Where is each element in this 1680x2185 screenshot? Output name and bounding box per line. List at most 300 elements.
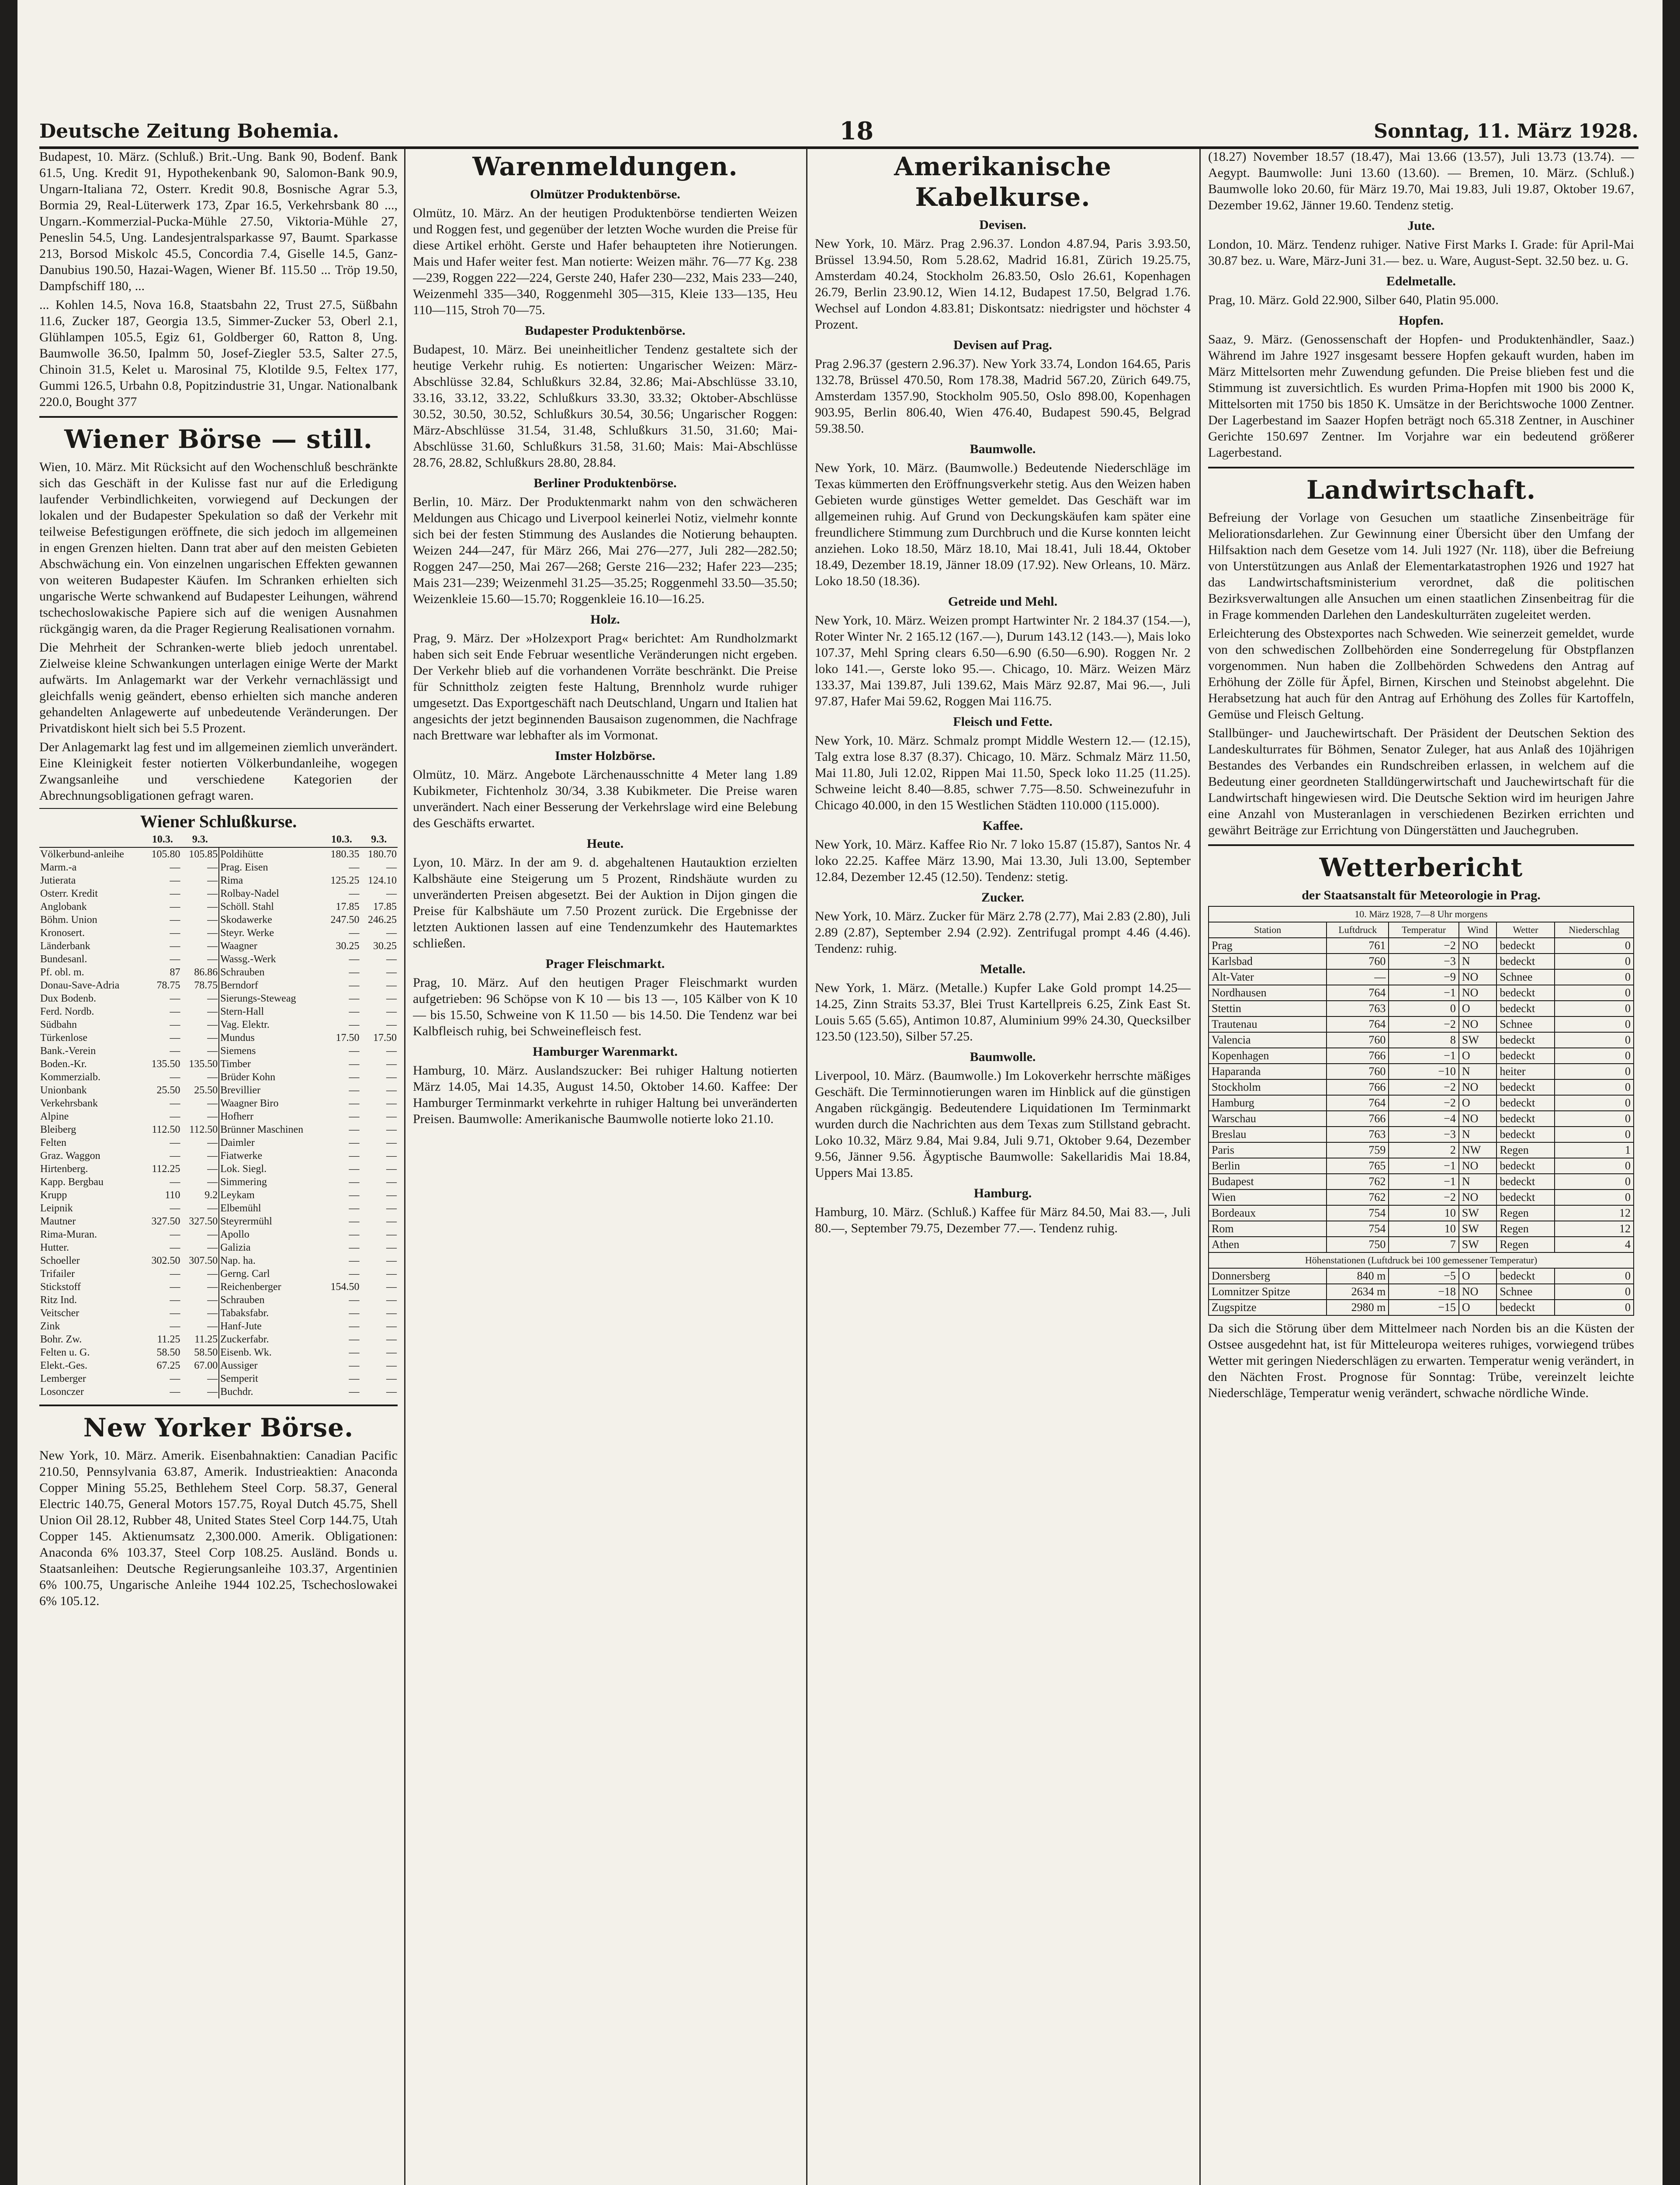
- table-row: [1209, 1300, 1634, 1315]
- table-cell: —: [349, 1360, 360, 1371]
- table-cell: 0: [1555, 1016, 1634, 1032]
- table-cell: Boden.-Kr.: [40, 1058, 87, 1070]
- table-cell: 105.85: [181, 847, 219, 861]
- table-cell: 112.50: [181, 1123, 219, 1136]
- table-cell: —: [349, 927, 360, 939]
- table-row: [1209, 954, 1634, 969]
- table-cell: —: [386, 1006, 397, 1017]
- weather-head-cell: Temperatur: [1389, 922, 1458, 938]
- table-cell: 4: [1555, 1237, 1634, 1252]
- weather-head-cell: Station: [1209, 922, 1327, 938]
- table-cell: 760: [1327, 1064, 1389, 1079]
- table-cell: —: [181, 1149, 219, 1162]
- table-cell: Budapest: [1209, 1174, 1327, 1190]
- table-cell: Felten u. G.: [40, 1347, 90, 1358]
- table-cell: Unionbank: [40, 1085, 87, 1096]
- weather-mountain-heading: Höhenstationen (Luftdruck bei 100 gemessener Temperatur): [1209, 1252, 1634, 1268]
- table-cell: —: [170, 1072, 180, 1083]
- table-cell: 0: [1555, 1284, 1634, 1300]
- table-cell: 110: [165, 1190, 180, 1201]
- table-cell: Krupp: [40, 1190, 67, 1201]
- table-cell: bedeckt: [1496, 1190, 1554, 1205]
- table-cell: —: [181, 1385, 219, 1398]
- table-cell: Galizia: [220, 1242, 251, 1253]
- landwirtschaft-title: Landwirtschaft.: [1306, 475, 1536, 505]
- article-body: New York, 10. März. Prag 2.96.37. London 4.87.94, Paris 3.93.50, Brüssel 13.94.50, Rom 5.28.62, Madrid 16.81, Zürich 19.25.75, Amsterdam 40.24, Stockholm 26.83.50, Oslo 26.61, Kopenhagen 26.79, Berlin 23.90.12, Wien 14.12, Budapest 17.50, Belgrad 1.76. Wechsel auf London 4.83.81; Diskontsatz: niedrigster und höchster 4 Prozent.: [815, 236, 1191, 332]
- table-cell: 0: [1389, 1001, 1458, 1016]
- table-cell: Felten: [40, 1137, 66, 1148]
- table-cell: −2: [1389, 938, 1458, 954]
- table-cell: 764: [1327, 985, 1389, 1001]
- table-cell: —: [170, 1242, 180, 1253]
- table-row: [39, 1097, 398, 1110]
- divider: [39, 416, 398, 418]
- table-row: [39, 979, 398, 992]
- table-cell: —: [170, 1098, 180, 1109]
- table-cell: Zugspitze: [1209, 1300, 1327, 1315]
- column-4: [1208, 149, 1634, 2185]
- table-cell: Kapp. Bergbau: [40, 1176, 104, 1188]
- table-cell: 0: [1555, 969, 1634, 985]
- wiener-boerse-paragraph: Die Mehrheit der Schranken-werte blieb jedoch unrentabel. Zielweise kleine Schwankungen unterlagen einige Werte der Markt aufwärts. Im Anlagemarkt war der Verkehr vernachlässigt und gleichfalls wenig geändert, ebenso erhielten sich manche anderen gehandelten Anlagewerte auf unbedeutende Veränderungen. Der Privatdiskont hielt sich bei 5.5 Prozent.: [39, 640, 398, 735]
- column-2: [413, 149, 797, 2185]
- jute-heading: Jute.: [1407, 218, 1435, 233]
- new-yorker-boerse-paragraph: New York, 10. März. Amerik. Eisenbahnaktien: Canadian Pacific 210.50, Pennsylvania 63.87, Amerik. Industrieaktien: Anaconda Copper Mining 55.25, Bethlehem Steel Corp. 58.37, General Electric 140.75, General Motors 157.75, Royal Dutch 45.75, Shell Union Oil 28.12, Rubber 48, United States Steel Corp 144.75, Utah Copper 145. Aktienumsatz 2,300.000. Amerik. Obligationen: Anaconda 6% 103.37, Steel Corp 108.25. Ausländ. Bonds u. Staatsanleihen: Deutsche Regierungsanleihe 103.37, Argentinien 6% 100.75, Ungarische Anleihe 1944 102.25, Tschechoslowakei 6% 105.12.: [39, 1448, 398, 1608]
- divider: [1208, 467, 1634, 468]
- table-cell: Mundus: [220, 1032, 255, 1044]
- table-cell: —: [170, 1321, 180, 1332]
- table-cell: Bundesanl.: [40, 954, 87, 965]
- table-cell: —: [181, 1176, 219, 1189]
- table-cell: 12: [1555, 1205, 1634, 1221]
- article-body: Hamburg, 10. März. (Schluß.) Kaffee für März 84.50, Mai 83.—, Juli 80.—, September 79.75, Dezember 77.—. Tendenz ruhig.: [815, 1205, 1191, 1235]
- table-cell: 2634 m: [1327, 1284, 1389, 1300]
- table-cell: Kommerzialb.: [40, 1072, 100, 1083]
- table-cell: Aussiger: [220, 1360, 258, 1371]
- table-cell: 761: [1327, 938, 1389, 954]
- table-cell: 112.25: [152, 1163, 180, 1175]
- table-row: [1209, 1174, 1634, 1190]
- table-cell: Haparanda: [1209, 1064, 1327, 1079]
- table-cell: bedeckt: [1496, 938, 1554, 954]
- table-cell: Wien: [1209, 1190, 1327, 1205]
- table-cell: Dux Bodenb.: [40, 993, 96, 1004]
- table-row: [39, 1189, 398, 1202]
- table-cell: —: [170, 1373, 180, 1384]
- table-cell: bedeckt: [1496, 1158, 1554, 1174]
- table-cell: —: [181, 1136, 219, 1149]
- table-cell: —: [181, 926, 219, 940]
- new-yorker-boerse-title: New Yorker Börse.: [83, 1413, 354, 1443]
- table-cell: Stickstoff: [40, 1281, 81, 1293]
- article-body: Prag 2.96.37 (gestern 2.96.37). New York 33.74, London 164.65, Paris 132.78, Brüssel 470.50, Rom 178.38, Madrid 567.20, Zürich 649.75, Amsterdam 1357.90, Stockholm 905.50, Oslo 898.00, Kopenhagen 903.95, Berlin 806.40, Wien 476.40, Budapest 590.45, Belgrad 59.38.50.: [815, 357, 1191, 436]
- table-cell: −9: [1389, 969, 1458, 985]
- table-cell: Steyr. Werke: [220, 927, 274, 939]
- table-cell: 327.50: [181, 1215, 219, 1228]
- header-paper-name: Deutsche Zeitung Bohemia.: [39, 120, 339, 142]
- table-cell: bedeckt: [1496, 1127, 1554, 1142]
- table-cell: —: [349, 1111, 360, 1122]
- table-cell: Timber: [220, 1058, 251, 1070]
- table-cell: Lemberger: [40, 1373, 86, 1384]
- table-cell: Waagner Biro: [220, 1098, 279, 1109]
- table-cell: −4: [1389, 1111, 1458, 1127]
- table-cell: —: [349, 993, 360, 1004]
- table-cell: —: [349, 1163, 360, 1175]
- table-cell: 0: [1555, 1111, 1634, 1127]
- table-cell: —: [386, 1203, 397, 1214]
- table-row: [39, 1110, 398, 1123]
- table-row: [39, 913, 398, 926]
- table-cell: Veitscher: [40, 1308, 80, 1319]
- table-cell: —: [349, 1137, 360, 1148]
- table-cell: bedeckt: [1496, 985, 1554, 1001]
- article-body: Olmütz, 10. März. An der heutigen Produktenbörse tendierten Weizen und Roggen fest, und gegenüber der letzten Woche wurden die Preise für diese Artikel erhöht. Gerste und Hafer behaupteten ihre Notierungen. Mais und Hafer weiter fest. Man notierte: Weizen mähr. 76—77 Kg. 238—239, Roggen 222—224, Gerste 240, Hafer 230—232, Mais 233—240, Weizenmehl 335—340, Roggenmehl 305—315, Kleie 133—135, Heu 110—115, Stroh 70—75.: [413, 206, 797, 317]
- table-cell: 0: [1555, 1300, 1634, 1315]
- table-cell: —: [170, 1294, 180, 1306]
- table-cell: Schnee: [1496, 1284, 1554, 1300]
- table-cell: —: [181, 940, 219, 953]
- table-cell: Donnersberg: [1209, 1268, 1327, 1284]
- table-row: [1209, 1079, 1634, 1095]
- table-row: [1209, 1221, 1634, 1237]
- table-row: [39, 1215, 398, 1228]
- table-cell: Prag. Eisen: [220, 862, 268, 873]
- table-cell: Trifailer: [40, 1268, 75, 1280]
- table-cell: NO: [1459, 985, 1496, 1001]
- table-cell: 1: [1555, 1142, 1634, 1158]
- article-heading: Hamburg.: [973, 1186, 1032, 1200]
- table-row: [39, 966, 398, 979]
- table-row: [39, 874, 398, 887]
- table-cell: Semperit: [220, 1373, 258, 1384]
- table-cell: —: [170, 993, 180, 1004]
- table-row: [39, 1005, 398, 1018]
- table-cell: 766: [1327, 1079, 1389, 1095]
- table-cell: 0: [1555, 1158, 1634, 1174]
- table-cell: −1: [1389, 1048, 1458, 1064]
- table-cell: —: [386, 1058, 397, 1070]
- table-cell: Verkehrsbank: [40, 1098, 98, 1109]
- article-heading: Prager Fleischmarkt.: [545, 957, 665, 971]
- table-cell: 750: [1327, 1237, 1389, 1252]
- table-cell: —: [170, 901, 180, 912]
- table-cell: —: [386, 1229, 397, 1240]
- table-row: [39, 887, 398, 900]
- table-row: [39, 1346, 398, 1359]
- hopfen-heading: Hopfen.: [1399, 313, 1444, 328]
- table-cell: NO: [1459, 938, 1496, 954]
- table-row: [39, 1071, 398, 1084]
- table-cell: Warschau: [1209, 1111, 1327, 1127]
- table-cell: —: [181, 1031, 219, 1044]
- table-row: [39, 1385, 398, 1398]
- table-cell: 766: [1327, 1048, 1389, 1064]
- table-cell: —: [386, 1360, 397, 1371]
- table-row: [39, 1202, 398, 1215]
- table-cell: 763: [1327, 1001, 1389, 1016]
- table-cell: —: [386, 1137, 397, 1148]
- table-cell: —: [181, 861, 219, 874]
- table-row: [39, 1280, 398, 1294]
- table-cell: —: [349, 1150, 360, 1162]
- article-body: New York, 10. März. Schmalz prompt Middle Western 12.— (12.15), Talg extra lose 8.37 (8.37). Chicago, 10. März. Schmalz März 11.50, Mai 11.80, Juli 12.02, Rippen Mai 11.50, Speck loko 11.25 (11.25). Schweine leicht 8.40—8.85, schwer 7.75—8.50. Schweinezufuhr in Chicago 40.000, in den 15 Westlichen Städten 110.000 (115.000).: [815, 733, 1191, 812]
- table-cell: —: [349, 1019, 360, 1030]
- weather-head-cell: Wetter: [1496, 922, 1554, 938]
- table-cell: −10: [1389, 1064, 1458, 1079]
- table-row: [1209, 1158, 1634, 1174]
- table-cell: 12: [1555, 1221, 1634, 1237]
- table-row: [39, 1307, 398, 1320]
- table-cell: 7: [1389, 1237, 1458, 1252]
- table-cell: —: [181, 1267, 219, 1280]
- table-cell: —: [349, 1006, 360, 1017]
- table-cell: —: [349, 1229, 360, 1240]
- table-row: [1209, 985, 1634, 1001]
- table-cell: —: [181, 1307, 219, 1320]
- table-cell: −3: [1389, 954, 1458, 969]
- table-cell: Brevillier: [220, 1085, 261, 1096]
- header-date: Sonntag, 11. März 1928.: [1374, 120, 1638, 142]
- table-cell: —: [181, 1241, 219, 1254]
- table-cell: 763: [1327, 1127, 1389, 1142]
- table-cell: NO: [1459, 1190, 1496, 1205]
- divider: [39, 808, 398, 809]
- table-cell: 760: [1327, 954, 1389, 969]
- table-cell: Leykam: [220, 1190, 255, 1201]
- table-cell: —: [181, 1294, 219, 1307]
- table-cell: bedeckt: [1496, 1300, 1554, 1315]
- table-cell: —: [386, 1308, 397, 1319]
- table-cell: Daimler: [220, 1137, 255, 1148]
- table-cell: —: [170, 1111, 180, 1122]
- table-cell: —: [349, 1321, 360, 1332]
- table-row: [39, 940, 398, 953]
- table-row: [1209, 969, 1634, 985]
- article-body: New York, 10. März. Zucker für März 2.78 (2.77), Mai 2.83 (2.80), Juli 2.89 (2.87), September 2.94 (2.92). Zentrifugal prompt 4.46 (4.46). Tendenz: ruhig.: [815, 909, 1191, 956]
- table-cell: Rolbay-Nadel: [220, 888, 279, 899]
- table-cell: Bordeaux: [1209, 1205, 1327, 1221]
- table-row: [39, 1241, 398, 1254]
- table-cell: Tabaksfabr.: [220, 1308, 269, 1319]
- table-cell: Schnee: [1496, 969, 1554, 985]
- article-body: New York, 10. März. (Baumwolle.) Bedeutende Niederschläge im Texas kümmerten den Eröffnungsverkehr stetig. Aus den Weizen haben Gebieten wurde günstiges Wetter gemeldet. Das Geschäft war im allgemeinen ruhig. Auf Grund von Deckungskäufen kam später eine freundlichere Stimmung zum Durchbruch und die Kurse konnten leicht anziehen. Loko 18.50, März 18.10, Mai 18.41, Juli 18.44, Oktober 18.49, Dezember 18.19, Jänner 18.09 (17.92). New Orleans, 10. März. Loko 18.50 (18.36).: [815, 461, 1191, 588]
- article-heading: Olmützer Produktenbörse.: [530, 187, 680, 201]
- wetterbericht-subtitle: der Staatsanstalt für Meteorologie in Prag.: [1302, 888, 1541, 902]
- table-cell: Rom: [1209, 1221, 1327, 1237]
- table-cell: Brünner Maschinen: [220, 1124, 304, 1135]
- table-cell: 17.50: [373, 1032, 397, 1044]
- table-cell: Buchdr.: [220, 1386, 253, 1398]
- table-cell: 58.50: [156, 1347, 180, 1358]
- table-cell: —: [386, 1216, 397, 1227]
- landwirtschaft-paragraph: Erleichterung des Obstexportes nach Schweden. Wie seinerzeit gemeldet, wurde von den schwedischen Zollbehörden eine Sonderregelung für Obstpflanzen vorgenommen. Nun haben die Zollbehörden Schwedens den Antrag auf Erhöhung der Zölle für Äpfel, Birnen, Kirschen und Steinobst abgelehnt. Die Herabsetzung hat auch für den Antrag auf Erhöhung des Zolles für Kartoffeln, Gemüse und Fleisch Geltung.: [1208, 626, 1634, 721]
- table-row: [39, 1176, 398, 1189]
- quotes-head-cell: [39, 832, 144, 847]
- table-cell: —: [349, 1308, 360, 1319]
- table-cell: Pf. obl. m.: [40, 967, 84, 978]
- table-cell: Paris: [1209, 1142, 1327, 1158]
- article-body: Budapest, 10. März. Bei uneinheitlicher Tendenz gestaltete sich der heutige Verkehr ruhig. Es notierten: Ungarischer Weizen: März-Abschlüsse 32.84, Schlußkurs 32.84, 32.86; Mai-Abschlüsse 33.10, 33.16, 33.12, 33.22, Schlußkurs 33.30, 33.32; Oktober-Abschlüsse 30.52, 30.50, 30.52, Schlußkurs 30.54, 30.56; Ungarischer Roggen: März-Abschlüsse 31.54, 31.48, Schlußkurs 31.50, 31.60; Mai-Abschlüsse 31.60, Schlußkurs 31.58, 31.60; Mais: Mai-Abschlüsse 28.76, 28.82, Schlußkurs 28.80, 28.84.: [413, 342, 797, 470]
- article-heading: Budapester Produktenbörse.: [525, 323, 686, 338]
- table-cell: —: [181, 887, 219, 900]
- weather-mountain-header-row: [1209, 1252, 1634, 1268]
- table-cell: —: [181, 1044, 219, 1058]
- table-row: [39, 861, 398, 874]
- table-cell: —: [170, 1308, 180, 1319]
- table-row: [39, 926, 398, 940]
- table-cell: —: [386, 888, 397, 899]
- article-heading: Baumwolle.: [970, 442, 1036, 456]
- landwirtschaft-paragraph: Befreiung der Vorlage von Gesuchen um staatliche Zinsenbeiträge für Meliorationsdarlehen. Zur Gewinnung einer Übersicht über den Umfang der Hilfsaktion nach dem Gesetze vom 14. Juli 1927 (Nr. 118), über die Befreiung von Unterstützungen aus Anlaß der Elementarkatastrophen 1926 und 1927 hat das Landwirtschaftsministerium verordnet, daß die politischen Bezirksverwaltungen alle Ansuchen um einen staatlichen Zinsenbeitrag für die in Frage kommenden Darlehen den Landeskulturräten zugeleitet werden.: [1208, 510, 1634, 622]
- table-row: [1209, 1016, 1634, 1032]
- table-cell: 2: [1389, 1142, 1458, 1158]
- table-cell: −1: [1389, 1158, 1458, 1174]
- table-cell: Berlin: [1209, 1158, 1327, 1174]
- table-cell: —: [170, 1281, 180, 1293]
- table-cell: O: [1459, 1048, 1496, 1064]
- table-cell: —: [349, 1203, 360, 1214]
- table-row: [39, 1267, 398, 1280]
- table-cell: 0: [1555, 1095, 1634, 1111]
- table-cell: 0: [1555, 1268, 1634, 1284]
- table-cell: —: [181, 1280, 219, 1294]
- weather-head-cell: Wind: [1459, 922, 1496, 938]
- table-row: [1209, 1268, 1634, 1284]
- table-cell: —: [349, 1190, 360, 1201]
- table-cell: Poldihütte: [220, 849, 263, 860]
- table-cell: 67.00: [181, 1359, 219, 1372]
- table-cell: 840 m: [1327, 1268, 1389, 1284]
- table-cell: —: [386, 1386, 397, 1398]
- table-cell: Nordhausen: [1209, 985, 1327, 1001]
- table-cell: 10: [1389, 1205, 1458, 1221]
- table-cell: −18: [1389, 1284, 1458, 1300]
- table-cell: 2980 m: [1327, 1300, 1389, 1315]
- article-body: Prag, 10. März. Auf den heutigen Prager Fleischmarkt wurden aufgetrieben: 96 Schöpse von K 10 — bis 13 —, 105 Kälber von K 10 — bis 15.50, Schweine von K 11.50 — bis 14.50. Die Tendenz war bei Kalbfleisch ruhig, bei Schweinefleisch fest.: [413, 975, 797, 1038]
- table-cell: —: [349, 1058, 360, 1070]
- weather-header-row: [1209, 922, 1634, 938]
- table-cell: NO: [1459, 1111, 1496, 1127]
- landwirtschaft-paragraph: Stallbünger- und Jauchewirtschaft. Der Präsident der Deutschen Sektion des Landeskulturrates für Böhmen, Senator Zuleger, hat aus Anlaß des 10jährigen Bestandes des Verbandes ein Rundschreiben erlassen, in welchem auf die Bedeutung einer geordneten Stalldüngerwirtschaft und Jauchewirtschaft für die Landwirtschaft hingewiesen wird. Die Deutsche Sektion wird im heurigen Jahre eine Anzahl von Musteranlagen in verschiedenen Bezirken errichten und gewährt Beiträge zur Errichtung von Düngerstätten und Jauchegruben.: [1208, 726, 1634, 837]
- table-cell: Valencia: [1209, 1032, 1327, 1048]
- article-body: Hamburg, 10. März. Auslandszucker: Bei ruhiger Haltung notierten März 14.05, Mai 14.35, August 14.50, Oktober 14.60. Kaffee: Der Hamburger Terminmarkt verkehrte in ruhiger Haltung bei unveränderten Preisen. Baumwolle: Amerikanische Baumwolle notierte loko 21.10.: [413, 1063, 797, 1126]
- table-cell: −2: [1389, 1190, 1458, 1205]
- table-cell: —: [170, 888, 180, 899]
- table-row: [39, 1058, 398, 1071]
- article-heading: Berliner Produktenbörse.: [533, 476, 677, 490]
- table-cell: 247.50: [330, 914, 360, 926]
- budapest-report: Budapest, 10. März. (Schluß.) Brit.-Ung. Bank 90, Bodenf. Bank 61.5, Ung. Kredit 91, Hypothekenbank 90, Salomon-Bank 90.9, Ungarn-Italiana 72, Osterr. Kredit 90.8, Bosnische Agrar 5.3, Bormia 29, Real-Lüterwerk 173, Zpar 16.5, Verkehrsbank 80 ..., Ungarn.-Kommerzial-Pucka-Mühle 27.50, Viktoria-Mühle 27, Peneslin 54.5, Ung. Landesjentralsparkasse 97, Baumt. Sparkasse 213, Borsod Miskolc 45.5, Concordia 7.4, Giselle 14.5, Ganz-Danubius 190.50, Hazai-Wagen, Wiener Bf. 115.50 ... Tröp 19.50, Dampfschiff 180, ...: [39, 149, 398, 293]
- table-row: [39, 1031, 398, 1044]
- table-cell: —: [349, 1085, 360, 1096]
- table-cell: N: [1459, 1127, 1496, 1142]
- table-cell: 125.25: [330, 875, 360, 886]
- column-1: [39, 149, 398, 2185]
- table-row: [1209, 1142, 1634, 1158]
- table-cell: Karlsbad: [1209, 954, 1327, 969]
- table-cell: Graz. Waggon: [40, 1150, 100, 1162]
- table-cell: —: [170, 1176, 180, 1188]
- table-cell: 764: [1327, 1095, 1389, 1111]
- table-row: [39, 1018, 398, 1031]
- table-cell: —: [386, 1190, 397, 1201]
- jute-report: London, 10. März. Tendenz ruhiger. Native First Marks I. Grade: für April-Mai 30.87 bez. u. Ware, März-Juni 31.— bez. u. Ware, August-Sept. 32.50 bez. u. G.: [1208, 237, 1634, 268]
- quotes-header-row: [39, 832, 398, 847]
- table-cell: 0: [1555, 1048, 1634, 1064]
- article-body: Liverpool, 10. März. (Baumwolle.) Im Lokoverkehr herrschte mäßiges Geschäft. Die Terminnotierungen waren im Hinblick auf die günstigen Angaben rückgängig. Bedeutendere Liquidationen Im Terminmarkt wurden durch die Nachrichten aus dem Texas zum Stillstand gebracht. Loko 10.32, März 9.84, Mai 9.84, Juli 9.71, Oktober 9.64, Dezember 9.56, Jänner 9.56. Ägyptische Baumwolle: Sakellaridis Mai 18.84, Uppers Mai 13.85.: [815, 1068, 1191, 1180]
- table-cell: Osterr. Kredit: [40, 888, 98, 899]
- table-cell: —: [181, 953, 219, 966]
- table-cell: Stern-Hall: [220, 1006, 264, 1017]
- table-cell: Apollo: [220, 1229, 249, 1240]
- header-page-number: 18: [839, 117, 874, 146]
- table-cell: Stettin: [1209, 1001, 1327, 1016]
- table-cell: Leipnik: [40, 1203, 73, 1214]
- table-cell: —: [170, 914, 180, 926]
- table-row: [39, 1359, 398, 1372]
- table-cell: Donau-Save-Adria: [40, 980, 120, 991]
- page-header: [39, 116, 1638, 149]
- table-row: [1209, 938, 1634, 954]
- table-cell: —: [349, 1045, 360, 1057]
- table-cell: Alpine: [40, 1111, 69, 1122]
- table-cell: 105.80: [151, 849, 180, 860]
- table-cell: Prag: [1209, 938, 1327, 954]
- table-cell: —: [170, 1137, 180, 1148]
- article-heading: Devisen.: [979, 218, 1026, 232]
- scan-edge-left: [0, 0, 17, 2185]
- table-cell: NO: [1459, 1079, 1496, 1095]
- table-cell: Kronosert.: [40, 927, 85, 939]
- table-cell: —: [170, 875, 180, 886]
- table-cell: —: [349, 1255, 360, 1266]
- table-cell: 765: [1327, 1158, 1389, 1174]
- table-cell: N: [1459, 1174, 1496, 1190]
- table-cell: —: [349, 954, 360, 965]
- table-cell: Schnee: [1496, 1016, 1554, 1032]
- table-cell: Athen: [1209, 1237, 1327, 1252]
- budapest-report-cont: ... Kohlen 14.5, Nova 16.8, Staatsbahn 22, Trust 27.5, Süßbahn 11.6, Zucker 187, Georgia 13.5, Simmer-Zucker 53, Oberl 2.1, Glühlampen 105.5, Egiz 61, Goldberger 60, Ratton 8, Ung. Baumwolle 36.50, Ipalmm 50, Josef-Ziegler 53.5, Salter 27.5, Chinoin 31.5, Kelet u. Marosinal 75, Klotilde 9.5, Feltex 177, Gummi 126.5, Urbahn 0.8, Popitzindustrie 31, Ungar. Nationalbank 220.0, Bought 377: [39, 298, 398, 409]
- table-cell: —: [181, 1005, 219, 1018]
- table-cell: 762: [1327, 1190, 1389, 1205]
- table-cell: —: [349, 1124, 360, 1135]
- table-cell: —: [349, 888, 360, 899]
- table-cell: 0: [1555, 985, 1634, 1001]
- weather-date-row: [1209, 906, 1634, 922]
- article-heading: Fleisch und Fette.: [953, 714, 1053, 729]
- article-heading: Getreide und Mehl.: [948, 594, 1058, 609]
- table-cell: Gerng. Carl: [220, 1268, 270, 1280]
- table-cell: 0: [1555, 1032, 1634, 1048]
- table-cell: —: [170, 1203, 180, 1214]
- table-cell: 754: [1327, 1205, 1389, 1221]
- table-cell: 135.50: [151, 1058, 180, 1070]
- table-row: [1209, 1190, 1634, 1205]
- table-cell: N: [1459, 1064, 1496, 1079]
- table-cell: Breslau: [1209, 1127, 1327, 1142]
- table-cell: SW: [1459, 1032, 1496, 1048]
- quotes-body: [39, 847, 398, 1398]
- table-cell: —: [170, 1019, 180, 1030]
- table-cell: —: [181, 1228, 219, 1241]
- table-cell: Bleiberg: [40, 1124, 76, 1135]
- article-heading: Devisen auf Prag.: [953, 338, 1052, 352]
- table-cell: —: [181, 992, 219, 1005]
- table-cell: —: [386, 1124, 397, 1135]
- table-cell: Jutierata: [40, 875, 76, 886]
- table-cell: —: [349, 1216, 360, 1227]
